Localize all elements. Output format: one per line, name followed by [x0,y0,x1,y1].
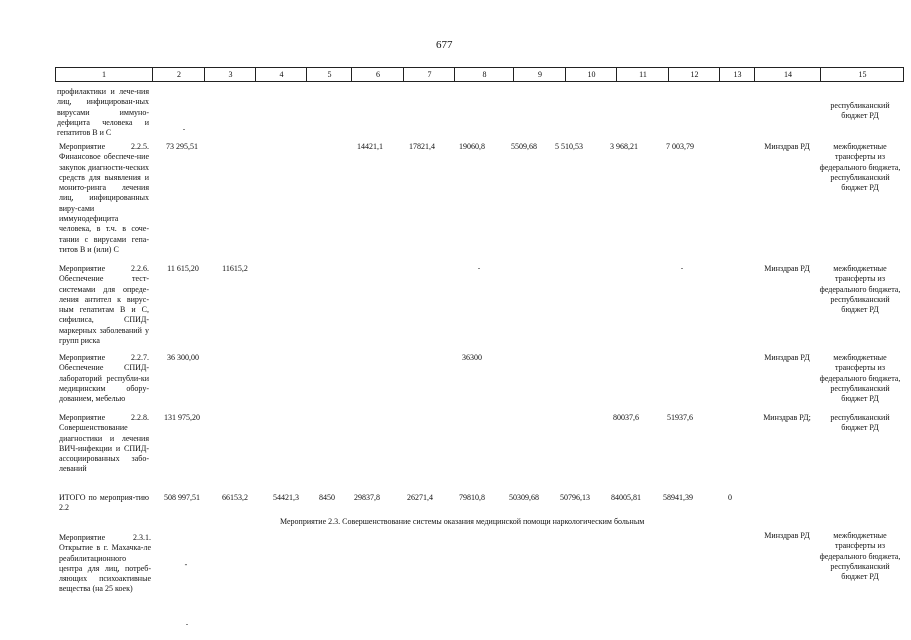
header-col-13: 13 [719,68,755,81]
row-total: 131 975,20 [164,413,200,422]
row-total: 36 300,00 [167,353,199,362]
header-col-5: 5 [306,68,352,81]
row-funding-source: межбюджетные трансферты из федерального бюджета, республиканский бюджет РД [819,353,901,404]
row-executor: Минздрав РД [764,531,810,540]
row-value-c4: 54421,3 [273,493,299,502]
row-value-c11: 3 968,21 [610,142,638,151]
row-value-c3: 66153,2 [222,493,248,502]
row-value-c9: 50309,68 [509,493,539,502]
scan-speck [183,129,185,130]
row-executor: Минздрав РД [764,142,810,151]
header-col-15: 15 [820,68,904,81]
row-value-c7: 17821,4 [409,142,435,151]
table-header [55,67,904,82]
row-value-c7: 26271,4 [407,493,433,502]
header-col-7: 7 [403,68,455,81]
header-col-9: 9 [513,68,566,81]
header-col-3: 3 [204,68,256,81]
row-value-c13: 0 [728,493,732,502]
row-total: 73 295,51 [166,142,198,151]
scan-speck [186,624,188,625]
header-col-10: 10 [565,68,617,81]
page-number: 677 [436,39,453,51]
header-col-1: 1 [102,70,106,79]
row-value-c9: 5509,68 [511,142,537,151]
row-executor: Минздрав РД [764,264,810,273]
row-funding-source: межбюджетные трансферты из федерального бюджета, республиканский бюджет РД [819,264,901,315]
header-col-11: 11 [616,68,669,81]
row-total: - [184,560,188,569]
row-total: 508 997,51 [164,493,200,502]
row-executor: Минздрав РД [764,353,810,362]
row-funding-source: республиканский бюджет РД [830,101,890,121]
header-col-4: 4 [255,68,307,81]
row-value-c11: 84005,81 [611,493,641,502]
header-col-12: 12 [668,68,720,81]
row-description: профилактики и лече-ния лиц, инфицирован-ных вирусами иммуно-дефицита человека и гепатитов В и С [57,87,149,138]
row-value-c10: 50796,13 [560,493,590,502]
scan-speck [681,268,683,269]
row-description: Мероприятие 2.2.5. Финансовое обеспече-ние закупок диагности-ческих средств для выявления и монито-ринга лечения лиц, инфицированных виру-сами иммунодефицита человека, в т.ч. в соче-тании с вирусами гепа-титов В и (или) С [59,142,149,254]
row-description: Мероприятие 2.2.6. Обеспечение тест-системами для опреде-ления антител к вирус-ным гепатитам В и С, сифилиса, СПИД-маркерных заболеваний у групп риска [59,264,149,346]
header-col-14: 14 [754,68,821,81]
row-value-c12: 51937,6 [667,413,693,422]
row-value-c8: 36300 [462,353,482,362]
row-funding-source: межбюджетные трансферты из федерального бюджета, республиканский бюджет РД [819,142,901,193]
row-value-c8: 19060,8 [459,142,485,151]
row-value-c10: 5 510,53 [555,142,583,151]
header-col-6: 6 [351,68,404,81]
header-col-8: 8 [454,68,514,81]
row-value-c3: 11615,2 [222,264,248,273]
row-description: Мероприятие 2.3.1. Открытие в г. Махачка-ле реабилитационного центра для лиц, потреб-ляющих психоактивные вещества (на 25 коек) [59,533,151,594]
row-value-c5: 8450 [319,493,335,502]
row-funding-source: республиканский бюджет РД [830,413,890,433]
row-value-c11: 80037,6 [613,413,639,422]
row-value-c12: 58941,39 [663,493,693,502]
row-funding-source: межбюджетные трансферты из федерального бюджета, республиканский бюджет РД [819,531,901,582]
row-value-c6: 14421,1 [357,142,383,151]
row-description: Мероприятие 2.2.8. Совершенствование диагностики и лечения ВИЧ-инфекции и СПИД-ассоциированных забо-леваний [59,413,149,474]
row-value-c8: 79810,8 [459,493,485,502]
row-description: Мероприятие 2.2.7. Обеспечение СПИД-лабораторий республи-ки медицинским обору-дованием, мебелью [59,353,149,404]
row-description: ИТОГО по мероприя-тию 2.2 [59,493,149,513]
row-value-c12: 7 003,79 [666,142,694,151]
scan-speck [478,268,480,269]
row-total: 11 615,20 [167,264,199,273]
header-col-2: 2 [152,68,205,81]
section-heading: Мероприятие 2.3. Совершенствование системы оказания медицинской помощи наркологическим больным [280,517,645,526]
row-executor: Минздрав РД; [763,413,811,422]
row-value-c6: 29837,8 [354,493,380,502]
